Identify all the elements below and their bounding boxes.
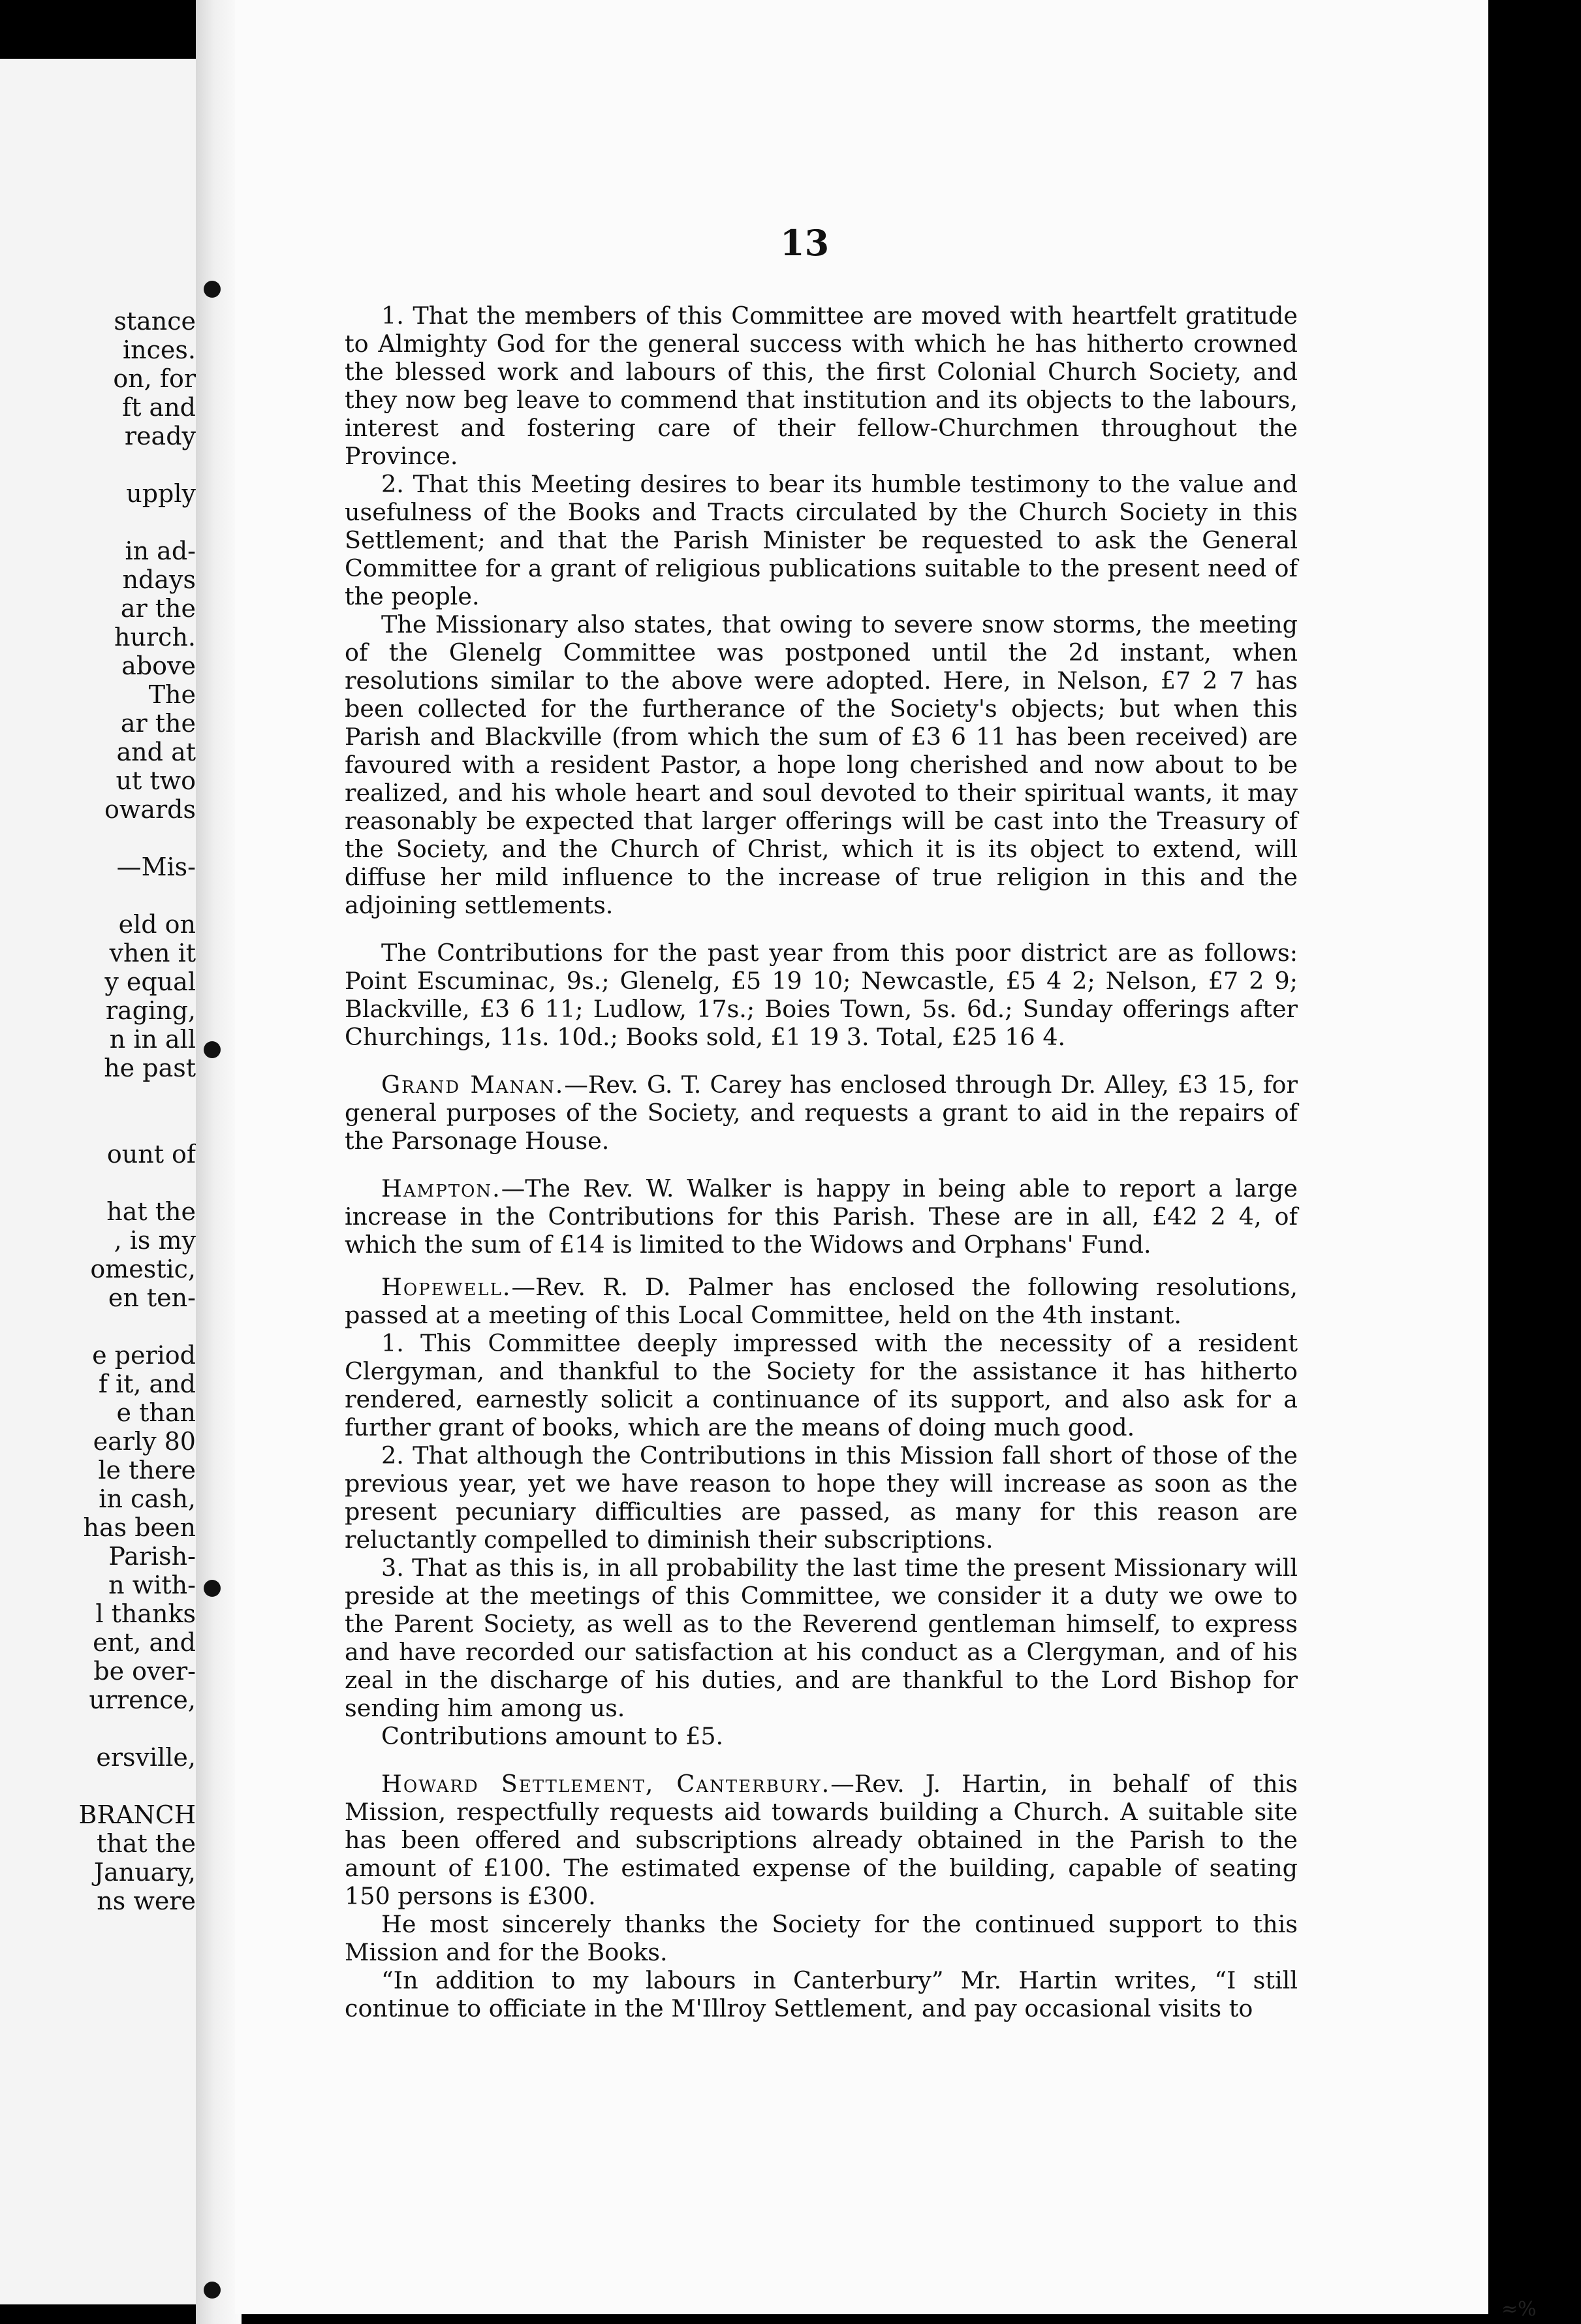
left-page-fragment: he past: [104, 1054, 196, 1082]
resolution-paragraph: 2. That this Meeting desires to bear its humble testimony to the value and usefulness of the Books and Tracts circulated by the Church Society in this Settlement; and that the Parish Minister be requested to ask the General Committee for a grant of religious publications suitable to the present need of the people.: [345, 470, 1298, 610]
left-page-fragment: ft and: [122, 393, 196, 422]
left-page-fragment: ndays: [122, 565, 196, 594]
left-page-fragment: BRANCH: [78, 1800, 196, 1829]
left-page-fragment: —Mis-: [116, 853, 196, 881]
left-page-fragment: e period: [92, 1341, 196, 1370]
left-page-fragment: ersville,: [96, 1743, 196, 1772]
left-page-fragment: ar the: [120, 709, 196, 738]
left-page-fragment: l thanks: [95, 1599, 196, 1628]
left-page-fragment: n with-: [108, 1571, 196, 1599]
page-number: 13: [780, 222, 830, 264]
left-page-fragment: ut two: [116, 766, 196, 795]
left-page-fragment: ent, and: [93, 1628, 196, 1657]
resolution-paragraph: 1. That the members of this Committee are moved with heartfelt gratitude to Almighty God for the general success with which he has hitherto crowned the blessed work and labours of this, the first Colonial Church Society, and they now beg leave to commend that institution and its objects to the labours, interest and fostering care of their fellow-Churchmen throughout the Province.: [345, 302, 1298, 470]
entry-heading: Grand Manan.: [381, 1071, 565, 1099]
left-page-fragment: vhen it: [109, 939, 196, 967]
binding-mark: [204, 281, 221, 298]
entry-text: —Rev. R. D. Palmer has enclosed the following resolutions, passed at a meeting of this Local Committee, held on the 4th instant.: [345, 1273, 1298, 1329]
page-body: [345, 302, 1298, 2022]
binding-mark: [204, 1580, 221, 1597]
left-page-fragment: , is my: [114, 1226, 196, 1255]
entry-paragraph: [345, 1174, 1298, 1259]
entry-heading: Hopewell.: [381, 1273, 512, 1301]
left-page-fragment: ount of: [106, 1140, 196, 1169]
left-page-fragment: y equal: [104, 967, 196, 996]
left-page-fragment: raging,: [105, 996, 196, 1025]
left-page-fragment: has been: [83, 1513, 196, 1542]
left-page-fragment: le there: [98, 1456, 196, 1484]
left-page-fragment: in ad-: [125, 537, 196, 565]
left-page-fragment: The: [148, 680, 196, 709]
left-page-fragment: and at: [116, 738, 196, 766]
resolution-paragraph: 3. That as this is, in all probability the last time the present Missionary will preside at the meetings of this Committee, we consider it a duty we owe to the Parent Society, as well as to the Reverend gentleman himself, to express and have recorded our satisfaction at his conduct as a Clergyman, and of his zeal in the discharge of his duties, and are thankful to the Lord Bishop for sending him among us.: [345, 1554, 1298, 1722]
entry-paragraph: [345, 1071, 1298, 1155]
left-page-fragment: be over-: [93, 1657, 196, 1686]
entry-heading: Hampton.: [381, 1174, 501, 1202]
left-page-fragment: upply: [126, 479, 196, 508]
contributions-paragraph: The Contributions for the past year from this poor district are as follows: Point Escuminac, 9s.; Glenelg, £5 19 10; Newcastle, £5 4 2; Nelson, £7 2 9; Blackville, £3 6 11; Ludlow, 17s.; Boies Town, 5s. 6d.; Sunday offerings after Churchings, 11s. 10d.; Books sold, £1 19 3. Total, £25 16 4.: [345, 939, 1298, 1051]
left-page-fragment: above: [121, 652, 196, 680]
left-page-fragment: eld on: [118, 910, 196, 939]
left-page-fragment: hurch.: [114, 623, 196, 652]
resolution-paragraph: 2. That although the Contributions in this Mission fall short of those of the previous year, yet we have reason to hope they will increase as soon as the present pecuniary difficulties are passed, as many for this reason are reluctantly compelled to diminish their subscriptions.: [345, 1441, 1298, 1554]
entry-heading: Howard Settlement, Canterbury.: [381, 1770, 831, 1798]
binding-mark: [204, 2282, 221, 2299]
entry-paragraph: [345, 1770, 1298, 1910]
resolution-paragraph: 1. This Committee deeply impressed with the necessity of a resident Clergyman, and thankful to the Society for the assistance it has hitherto rendered, earnestly solicit a continuance of its support, and also ask for a further grant of books, which are the means of doing much good.: [345, 1329, 1298, 1441]
binding-mark: [204, 1041, 221, 1058]
left-page-fragment: ready: [124, 422, 196, 450]
left-page-fragment: in cash,: [99, 1484, 196, 1513]
left-page-fragment: ns were: [97, 1887, 196, 1915]
left-page-fragment: ar the: [120, 594, 196, 623]
body-paragraph: Contributions amount to £5.: [381, 1722, 724, 1750]
left-page-fragment: en ten-: [108, 1283, 196, 1312]
entry-paragraph: [345, 1273, 1298, 1329]
left-page-fragment: on, for: [113, 364, 196, 393]
left-page-fragment: hat the: [106, 1197, 196, 1226]
left-page-fragment: stance: [114, 307, 196, 336]
left-page-fragment: omestic,: [90, 1255, 196, 1283]
body-paragraph: “In addition to my labours in Canterbury” Mr. Hartin writes, “I still continue to officiate in the M'Illroy Settlement, and pay occasional visits to: [345, 1966, 1298, 2022]
left-page-fragment: f it, and: [98, 1370, 196, 1398]
entry-text: —Rev. G. T. Carey has enclosed through Dr. Alley, £3 15, for general purposes of the Society, and requests a grant to aid in the repairs of the Parsonage House.: [345, 1071, 1298, 1155]
left-page-fragment: that the: [97, 1829, 196, 1858]
left-page-fragment: n in all: [109, 1025, 196, 1054]
left-page-fragment: January,: [93, 1858, 196, 1887]
left-page-fragment: owards: [104, 795, 196, 824]
left-page-fragment: urrence,: [89, 1686, 196, 1714]
left-page-fragment: e than: [116, 1398, 196, 1427]
body-paragraph: He most sincerely thanks the Society for the continued support to this Mission and for the Books.: [345, 1910, 1298, 1966]
entry-text: —The Rev. W. Walker is happy in being able to report a large increase in the Contributions for this Parish. These are in all, £42 2 4, of which the sum of £14 is limited to the Widows and Orphans' Fund.: [345, 1174, 1298, 1259]
left-page-fragment: early 80: [93, 1427, 196, 1456]
left-page-fragment: inces.: [123, 336, 196, 364]
left-page-fragment: Parish-: [108, 1542, 196, 1571]
body-paragraph: The Missionary also states, that owing to severe snow storms, the meeting of the Glenelg Committee was postponed until the 2d instant, when resolutions similar to the above were adopted. Here, in Nelson, £7 2 7 has been collected for the furtherance of the Society's objects; but when this Parish and Blackville (from which the sum of £3 6 11 has been received) are favoured with a resident Pastor, a hope long cherished and now about to be realized, and his whole heart and soul devoted to their spiritual wants, it may reasonably be expected that larger offerings will be cast into the Treasury of the Society, and the Church of Christ, which it is its object to extend, will diffuse her mild influence to the increase of true religion in this and the adjoining settlements.: [345, 610, 1298, 919]
page-ornament: ≈%: [1501, 2298, 1537, 2321]
entry-text: —Rev. J. Hartin, in behalf of this Mission, respectfully requests aid towards building a Church. A suitable site has been offered and subscriptions already obtained in the Parish to the amount of £100. The estimated expense of the building, capable of seating 150 persons is £300.: [345, 1770, 1298, 1910]
